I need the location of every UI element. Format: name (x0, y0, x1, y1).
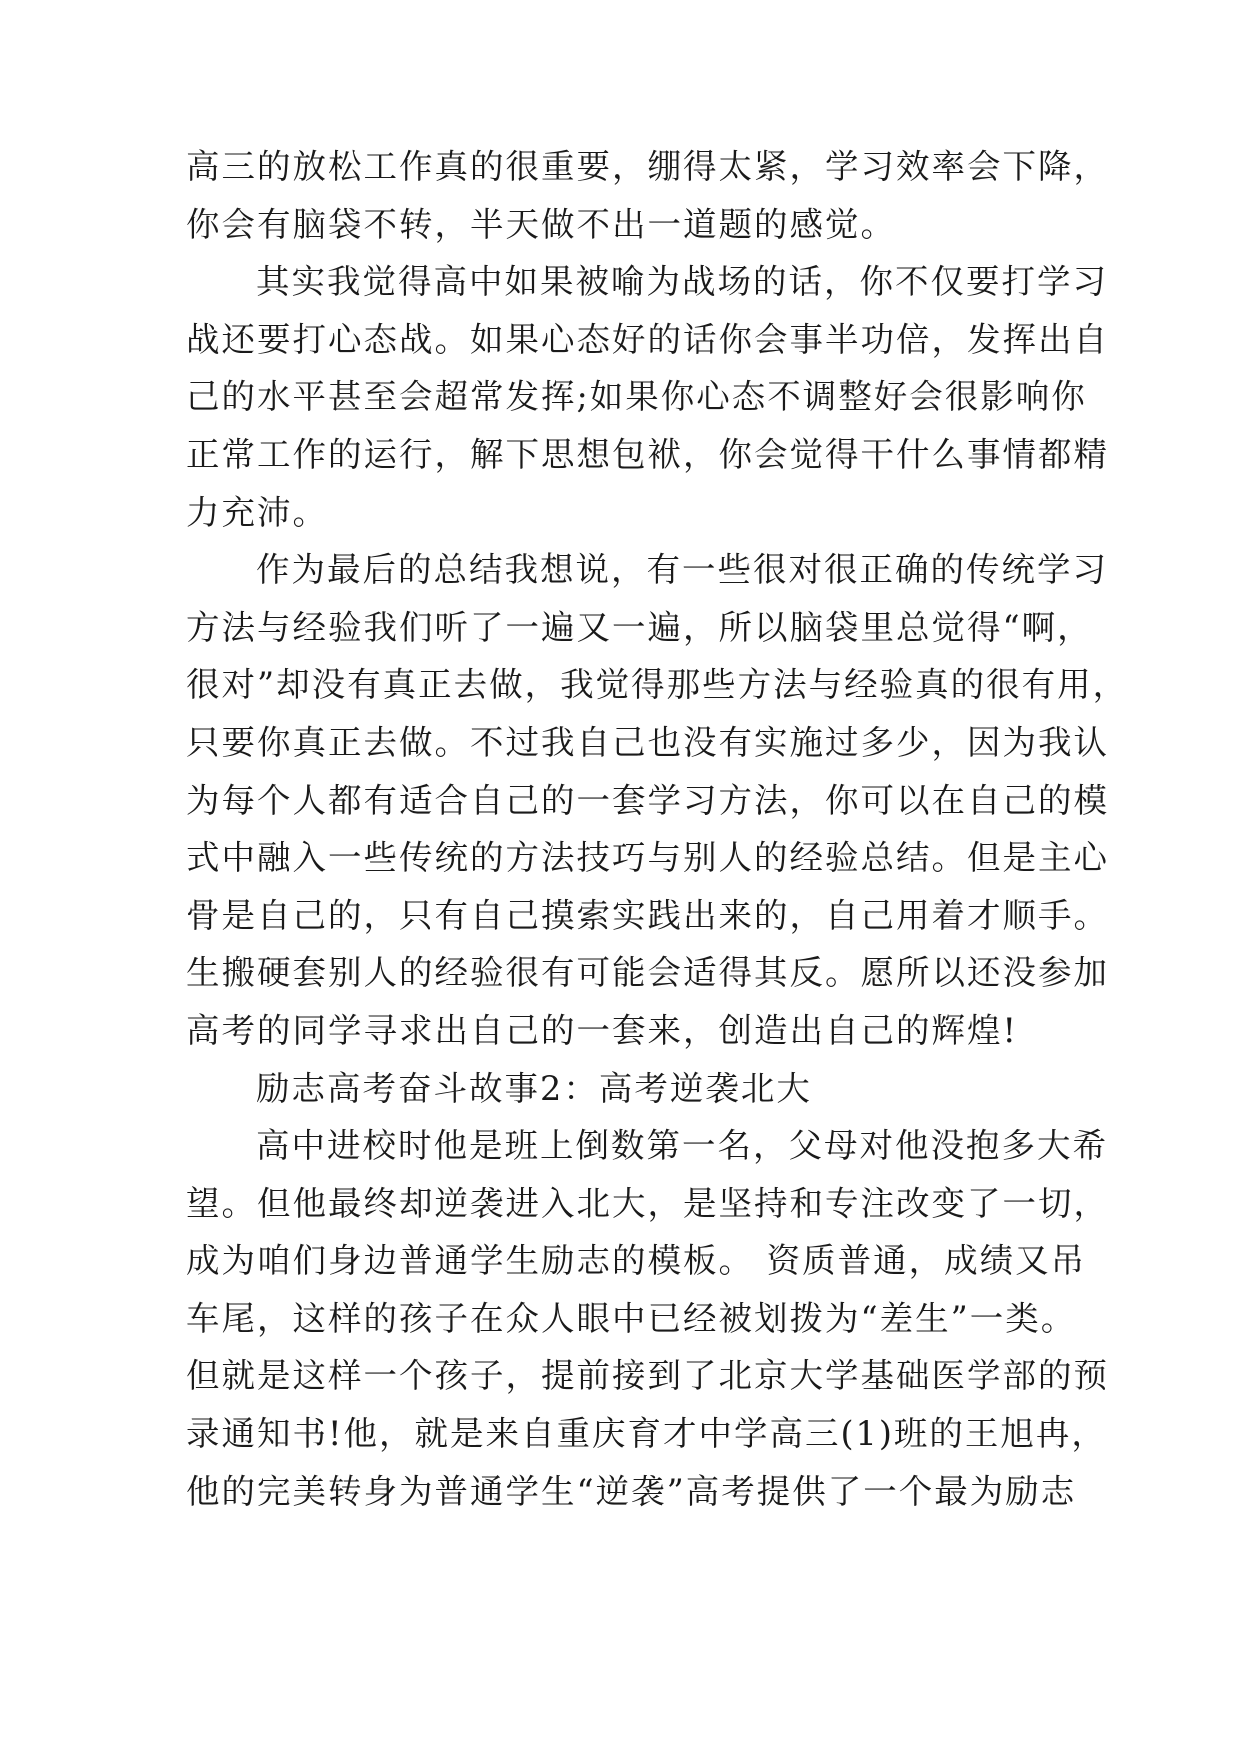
text-line: 成为咱们身边普通学生励志的模板。 资质普通，成绩又吊 (186, 1241, 1087, 1281)
text-line: 但就是这样一个孩子，提前接到了北京大学基础医学部的预 (186, 1356, 1109, 1396)
text-line: 战还要打心态战。如果心态好的话你会事半功倍，发挥出自 (186, 319, 1109, 359)
text-line: 力充沛。 (186, 492, 328, 532)
text-line: 他的完美转身为普通学生“逆袭”高考提供了一个最为励志 (186, 1471, 1077, 1511)
text-line: 只要你真正去做。不过我自己也没有实施过多少，因为我认 (186, 722, 1109, 762)
text-line: 望。但他最终却逆袭进入北大，是坚持和专注改变了一切， (186, 1183, 1109, 1223)
text-line: 正常工作的运行，解下思想包袱，你会觉得干什么事情都精 (186, 434, 1109, 474)
text-line: 骨是自己的，只有自己摸索实践出来的，自己用着才顺手。 (186, 895, 1109, 935)
text-line: 己的水平甚至会超常发挥;如果你心态不调整好会很影响你 (186, 377, 1087, 417)
text-line: 高三的放松工作真的很重要，绷得太紧，学习效率会下降， (186, 147, 1109, 186)
text-line: 作为最后的总结我想说，有一些很对很正确的传统学习 (256, 550, 1108, 590)
text-line: 高考的同学寻求出自己的一套来，创造出自己的辉煌! (186, 1010, 1018, 1050)
text-line: 车尾，这样的孩子在众人眼中已经被划拨为“差生”一类。 (186, 1298, 1077, 1338)
text-line: 方法与经验我们听了一遍又一遍，所以脑袋里总觉得“啊， (186, 607, 1093, 647)
text-line: 录通知书!他，就是来自重庆育才中学高三(1)班的王旭冉， (186, 1414, 1107, 1454)
document-body (186, 138, 1129, 1520)
text-line: 生搬硬套别人的经验很有可能会适得其反。愿所以还没参加 (186, 953, 1109, 993)
text-line: 为每个人都有适合自己的一套学习方法，你可以在自己的模 (186, 780, 1109, 820)
text-line: 高中进校时他是班上倒数第一名，父母对他没抱多大希 (256, 1126, 1108, 1166)
section-heading: 励志高考奋斗故事2：高考逆袭北大 (256, 1068, 812, 1108)
text-line: 很对”却没有真正去做，我觉得那些方法与经验真的很有用， (186, 665, 1129, 705)
text-line: 你会有脑袋不转，半天做不出一道题的感觉。 (186, 204, 896, 244)
text-line: 其实我觉得高中如果被喻为战场的话，你不仅要打学习 (256, 262, 1108, 302)
text-line: 式中融入一些传统的方法技巧与别人的经验总结。但是主心 (186, 838, 1109, 878)
